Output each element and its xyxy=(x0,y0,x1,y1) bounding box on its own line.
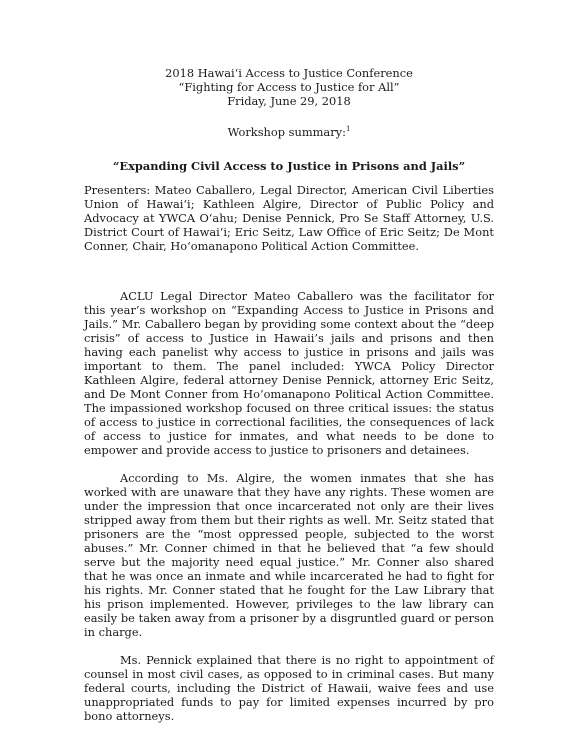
presenters-paragraph: Presenters: Mateo Caballero, Legal Director, American Civil Liberties Union of Hawaiʻi; Kathleen Algire, Director of Public Policy and Advocacy at YWCA Oʻahu; Denise Pennick, Pro Se Staff Attorney, U.S. District Court of Hawaiʻi; Eric Seitz, Law Office of Eric Seitz; De Mont Conner, Chair, Hoʻomanapono Political Action Committee. xyxy=(84,182,494,253)
document-header xyxy=(84,66,494,139)
summary-label-text: Workshop summary: xyxy=(227,124,346,139)
conference-theme: “Fighting for Access to Justice for All” xyxy=(178,80,400,94)
conference-name: 2018 Hawaiʻi Access to Justice Conference xyxy=(165,66,413,80)
body-paragraph-2: According to Ms. Algire, the women inmates that she has worked with are unaware that they have any rights. These women are under the impression that once incarcerated not only are their lives stripped away from them but their rights as well. Mr. Seitz stated that prisoners are the “most oppressed people, subjected to the worst abuses.” Mr. Conner chimed in that he believed that “a few should serve but the majority need equal justice.” Mr. Conner also shared that he was once an inmate and while incarcerated he had to fight for his rights. Mr. Conner stated that he fought for the Law Library that his prison implemented. However, privileges to the law library can easily be taken away from a prisoner by a disgruntled guard or person in charge. xyxy=(84,470,494,639)
body-paragraph-3: Ms. Pennick explained that there is no right to appointment of counsel in most civil cases, as opposed to in criminal cases. But many federal courts, including the District of Hawaii, waive fees and use unappropriated funds to pay for limited expenses incurred by pro bono attorneys. xyxy=(84,652,494,723)
body-paragraph-1: ACLU Legal Director Mateo Caballero was the facilitator for this year’s workshop on “Expanding Access to Justice in Prisons and Jails.” Mr. Caballero began by providing some context about the “deep crisis” of access to Justice in Hawaii’s jails and prisons and then having each panelist why access to justice in prisons and jails was important to them. The panel included: YWCA Policy Director Kathleen Algire, federal attorney Denise Pennick, attorney Eric Seitz, and De Mont Conner from Hoʻomanapono Political Action Committee. The impassioned workshop focused on three critical issues: the status of access to justice in correctional facilities, the consequences of lack of access to justice for inmates, and what needs to be done to empower and provide access to justice to prisoners and detainees. xyxy=(84,288,494,457)
workshop-summary-label xyxy=(84,122,494,139)
workshop-title: “Expanding Civil Access to Justice in Prisons and Jails” xyxy=(112,158,466,173)
footnote-marker: 1 xyxy=(345,125,351,133)
conference-date: Friday, June 29, 2018 xyxy=(227,94,351,108)
